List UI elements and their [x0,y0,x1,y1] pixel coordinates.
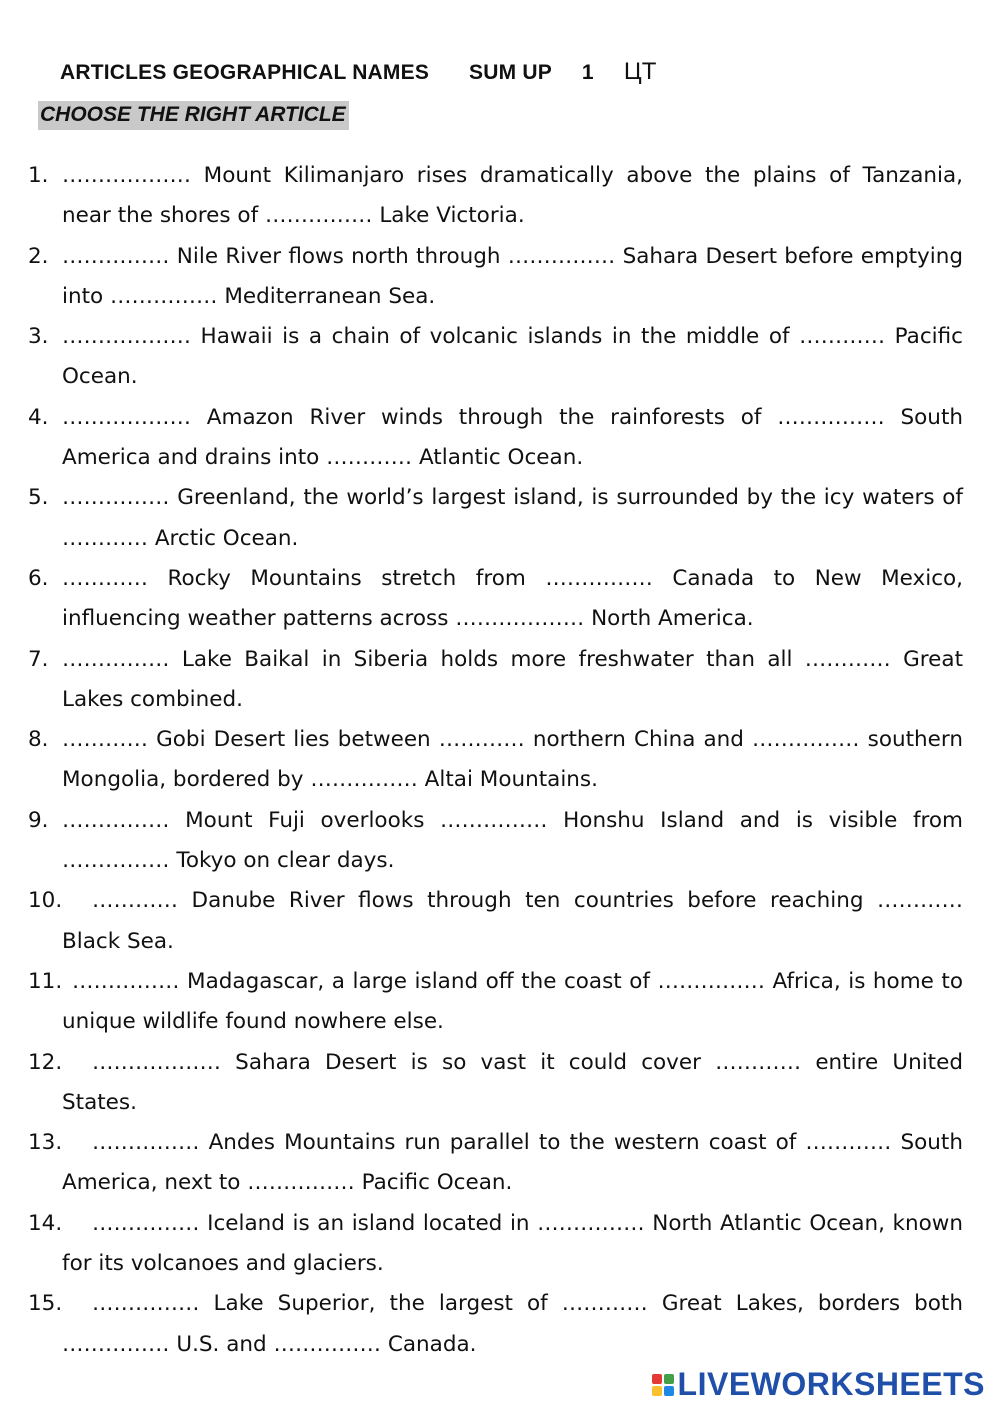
instruction-banner: CHOOSE THE RIGHT ARTICLE [38,101,349,130]
item-text: ……………… Sahara Desert is so vast it could cover ………… entire United States. [62,1049,963,1115]
exercise-item-15 [28,1284,963,1365]
exercise-item-13 [28,1123,963,1204]
item-text: …………… Lake Baikal in Siberia holds more freshwater than all ………… Great Lakes combined. [62,646,963,712]
sum-up-number: 1 [581,61,594,84]
exercise-item-8 [28,720,963,801]
item-number: 13. [28,1130,63,1156]
exercise-item-10 [28,881,963,962]
exercise-item-5 [28,478,963,559]
item-number: 4. [28,404,49,430]
item-text: ……………… Amazon River winds through the rainforests of …………… South America and drains into ………… Atlantic Ocean. [62,404,963,471]
exercise-item-14 [28,1204,963,1285]
worksheet-header [60,58,657,86]
item-number: 2. [28,243,49,269]
item-text: ……………… Mount Kilimanjaro rises dramatically above the plains of Tanzania, near the shores of …………… Lake Victoria. [62,163,963,229]
exercise-item-6 [28,559,963,640]
liveworksheets-logo [652,1366,985,1403]
exercise-item-2 [28,237,963,318]
item-number: 6. [28,565,49,591]
item-text: ………… Rocky Mountains stretch from …………… Canada to New Mexico, influencing weather patterns across ……………… North America. [62,565,963,632]
exercise-item-3 [28,317,963,398]
item-text: …………… Iceland is an island located in …………… North Atlantic Ocean, known for its volcanoes and glaciers. [62,1210,963,1277]
logo-tile-red [652,1374,662,1384]
item-text: ………… Gobi Desert lies between ………… northern China and …………… southern Mongolia, bordered by …………… Altai Mountains. [62,727,963,793]
item-number: 9. [28,807,49,833]
item-text: ……………… Hawaii is a chain of volcanic islands in the middle of ………… Pacific Ocean. [62,324,963,390]
exercise-item-11 [28,962,963,1043]
exercise-item-7 [28,640,963,721]
logo-tile-yellow [652,1386,662,1396]
exercise-item-1 [28,156,963,237]
item-number: 11. [28,968,63,994]
item-number: 1. [28,163,49,188]
item-number: 10. [28,888,63,914]
item-number: 15. [28,1291,63,1317]
exercise-list [28,156,963,1365]
item-number: 14. [28,1210,63,1236]
sum-up-label: SUM UP [469,61,552,84]
item-number: 8. [28,727,49,753]
item-number: 3. [28,324,49,350]
item-text: …………… Mount Fuji overlooks …………… Honshu Island and is visible from …………… Tokyo on clear days. [62,807,963,874]
item-text: …………… Greenland, the world’s largest island, is surrounded by the icy waters of ………… Arctic Ocean. [62,485,963,551]
item-number: 7. [28,646,49,672]
liveworksheets-mark-icon [652,1374,674,1396]
brand-name: LIVEWORKSHEETS [677,1366,985,1402]
exercise-item-9 [28,801,963,882]
item-text: …………… Madagascar, a large island off the coast of …………… Africa, is home to unique wildlife found nowhere else. [62,968,963,1035]
worksheet-title: ARTICLES GEOGRAPHICAL NAMES [60,61,430,84]
logo-tile-blue [664,1386,674,1396]
item-number: 5. [28,485,49,511]
exercise-item-12 [28,1043,963,1124]
item-text: …………… Andes Mountains run parallel to the western coast of ………… South America, next to …………… Pacific Ocean. [62,1130,963,1196]
exercise-item-4 [28,398,963,479]
item-number: 12. [28,1049,63,1075]
item-text: …………… Lake Superior, the largest of ………… Great Lakes, borders both …………… U.S. and …………… Canada. [62,1291,963,1357]
logo-tile-green [664,1374,674,1384]
item-text: …………… Nile River flows north through …………… Sahara Desert before emptying into …………… Mediterranean Sea. [62,243,963,309]
item-text: ………… Danube River flows through ten countries before reaching ………… Black Sea. [62,888,963,954]
header-code: ЦТ [623,58,657,85]
